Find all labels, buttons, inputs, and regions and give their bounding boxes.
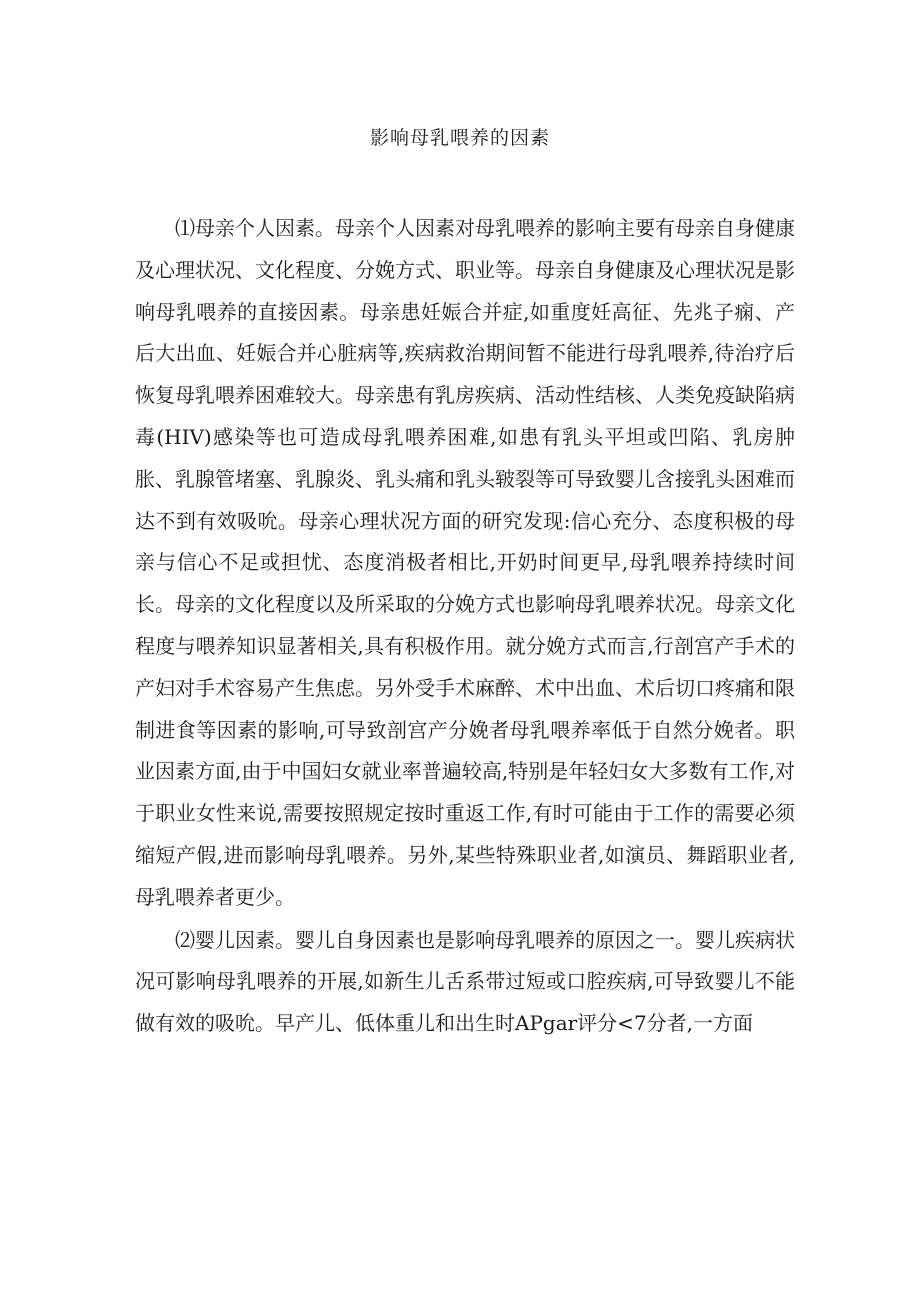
paragraph-infant-factors: ⑵婴儿因素。婴儿自身因素也是影响母乳喂养的原因之一。婴儿疾病状况可影响母乳喂养的开展,如新生儿舌系带过短或口腔疾病,可导致婴儿不能做有效的吸吮。早产儿、低体重儿和出生时APgar评分<7分者,一方面: [135, 927, 795, 1036]
document-body: [135, 208, 795, 1045]
document-title: 影响母乳喂养的因素: [369, 127, 550, 149]
paragraph-maternal-factors: ⑴母亲个人因素。母亲个人因素对母乳喂养的影响主要有母亲自身健康及心理状况、文化程度、分娩方式、职业等。母亲自身健康及心理状况是影响母乳喂养的直接因素。母亲患妊娠合并症,如重度妊高征、先兆子痫、产后大出血、妊娠合并心脏病等,疾病救治期间暂不能进行母乳喂养,待治疗后恢复母乳喂养困难较大。母亲患有乳房疾病、活动性结核、人类免疫缺陷病毒(HIV)感染等也可造成母乳喂养困难,如患有乳头平坦或凹陷、乳房肿胀、乳腺管堵塞、乳腺炎、乳头痛和乳头皲裂等可导致婴儿含接乳头困难而达不到有效吸吮。母亲心理状况方面的研究发现:信心充分、态度积极的母亲与信心不足或担忧、态度消极者相比,开奶时间更早,母乳喂养持续时间长。母亲的文化程度以及所采取的分娩方式也影响母乳喂养状况。母亲文化程度与喂养知识显著相关,具有积极作用。就分娩方式而言,行剖宫产手术的产妇对手术容易产生焦虑。另外受手术麻醉、术中出血、术后切口疼痛和限制进食等因素的影响,可导致剖宫产分娩者母乳喂养率低于自然分娩者。职业因素方面,由于中国妇女就业率普遍较高,特别是年轻妇女大多数有工作,对于职业女性来说,需要按照规定按时重返工作,有时可能由于工作的需要必须缩短产假,进而影响母乳喂养。另外,某些特殊职业者,如演员、舞蹈职业者,母乳喂养者更少。: [135, 216, 795, 909]
